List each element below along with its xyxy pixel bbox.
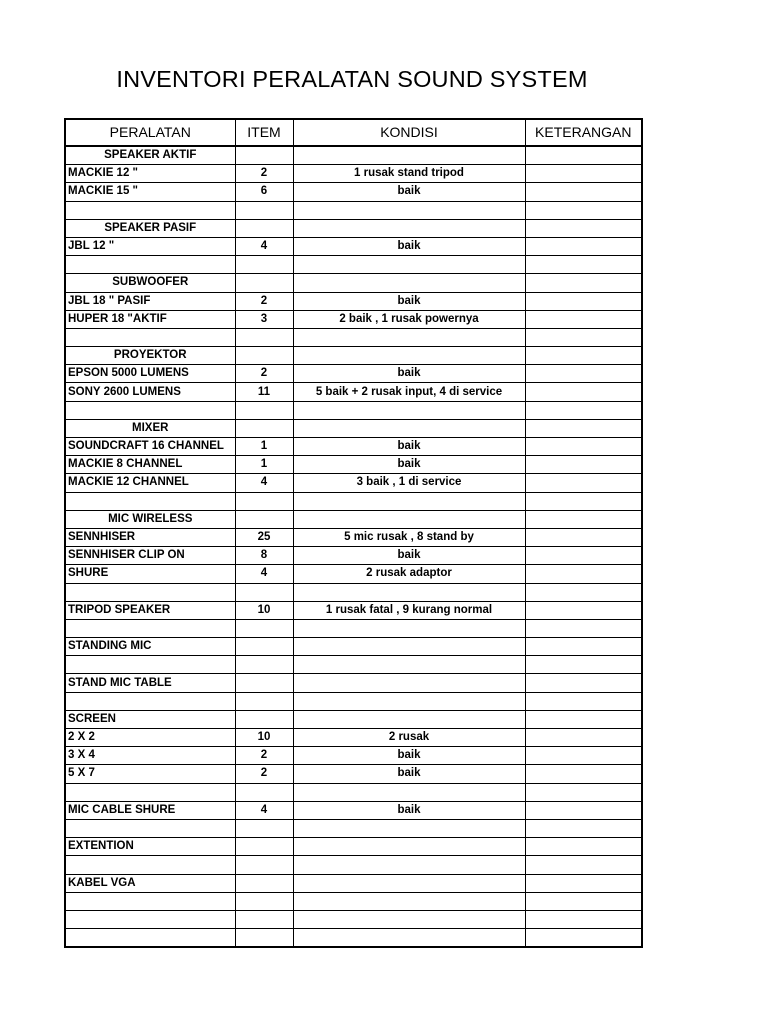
kondisi-cell: 3 baik , 1 di service (293, 474, 525, 492)
keterangan-cell (525, 492, 642, 510)
keterangan-cell (525, 401, 642, 419)
blank-row (65, 910, 642, 928)
table-row (65, 765, 642, 783)
kondisi-cell (293, 929, 525, 948)
keterangan-cell (525, 474, 642, 492)
peralatan-cell (65, 856, 235, 874)
keterangan-cell (525, 601, 642, 619)
keterangan-cell (525, 201, 642, 219)
table-row (65, 365, 642, 383)
category-row (65, 347, 642, 365)
table-row (65, 237, 642, 255)
item-cell: 10 (235, 729, 293, 747)
table-row (65, 474, 642, 492)
item-cell: 2 (235, 292, 293, 310)
header-item: ITEM (235, 119, 293, 146)
item-cell (235, 656, 293, 674)
item-cell (235, 856, 293, 874)
kondisi-cell (293, 347, 525, 365)
peralatan-cell: MIC CABLE SHURE (65, 801, 235, 819)
peralatan-cell: MIXER (65, 419, 235, 437)
kondisi-cell: 2 rusak (293, 729, 525, 747)
kondisi-cell: baik (293, 438, 525, 456)
item-cell (235, 219, 293, 237)
kondisi-cell (293, 401, 525, 419)
keterangan-cell (525, 892, 642, 910)
keterangan-cell (525, 146, 642, 165)
kondisi-cell (293, 874, 525, 892)
kondisi-cell (293, 892, 525, 910)
category-row (65, 510, 642, 528)
keterangan-cell (525, 765, 642, 783)
table-row (65, 383, 642, 401)
keterangan-cell (525, 783, 642, 801)
peralatan-cell: HUPER 18 "AKTIF (65, 310, 235, 328)
kondisi-cell (293, 656, 525, 674)
table-row (65, 729, 642, 747)
table-row (65, 547, 642, 565)
item-cell (235, 929, 293, 948)
category-row (65, 146, 642, 165)
peralatan-cell (65, 910, 235, 928)
peralatan-cell: MACKIE 12 CHANNEL (65, 474, 235, 492)
table-row (65, 528, 642, 546)
header-row (65, 119, 642, 146)
keterangan-cell (525, 874, 642, 892)
blank-row (65, 583, 642, 601)
kondisi-cell: 1 rusak fatal , 9 kurang normal (293, 601, 525, 619)
keterangan-cell (525, 638, 642, 656)
kondisi-cell (293, 838, 525, 856)
kondisi-cell (293, 638, 525, 656)
keterangan-cell (525, 274, 642, 292)
item-cell: 3 (235, 310, 293, 328)
kondisi-cell: baik (293, 365, 525, 383)
keterangan-cell (525, 328, 642, 346)
keterangan-cell (525, 165, 642, 183)
peralatan-cell (65, 619, 235, 637)
kondisi-cell: 1 rusak stand tripod (293, 165, 525, 183)
item-cell: 25 (235, 528, 293, 546)
table-row (65, 674, 642, 692)
inventory-body (65, 146, 642, 947)
peralatan-cell: 2 X 2 (65, 729, 235, 747)
table-row (65, 310, 642, 328)
peralatan-cell: JBL 12 " (65, 237, 235, 255)
item-cell: 4 (235, 474, 293, 492)
peralatan-cell: EXTENTION (65, 838, 235, 856)
kondisi-cell: baik (293, 801, 525, 819)
blank-row (65, 256, 642, 274)
keterangan-cell (525, 310, 642, 328)
item-cell (235, 874, 293, 892)
table-row (65, 638, 642, 656)
peralatan-cell: MACKIE 8 CHANNEL (65, 456, 235, 474)
table-row (65, 565, 642, 583)
blank-row (65, 929, 642, 948)
kondisi-cell (293, 510, 525, 528)
keterangan-cell (525, 656, 642, 674)
inventory-table (64, 118, 643, 948)
kondisi-cell (293, 583, 525, 601)
kondisi-cell (293, 274, 525, 292)
item-cell (235, 638, 293, 656)
item-cell (235, 201, 293, 219)
blank-row (65, 692, 642, 710)
blank-row (65, 856, 642, 874)
item-cell (235, 910, 293, 928)
peralatan-cell: KABEL VGA (65, 874, 235, 892)
keterangan-cell (525, 510, 642, 528)
kondisi-cell (293, 692, 525, 710)
kondisi-cell: baik (293, 237, 525, 255)
keterangan-cell (525, 929, 642, 948)
table-row (65, 292, 642, 310)
kondisi-cell: baik (293, 747, 525, 765)
kondisi-cell (293, 201, 525, 219)
item-cell (235, 892, 293, 910)
table-row (65, 838, 642, 856)
peralatan-cell (65, 929, 235, 948)
kondisi-cell: 5 mic rusak , 8 stand by (293, 528, 525, 546)
keterangan-cell (525, 237, 642, 255)
peralatan-cell: TRIPOD SPEAKER (65, 601, 235, 619)
item-cell (235, 347, 293, 365)
kondisi-cell: baik (293, 765, 525, 783)
kondisi-cell (293, 674, 525, 692)
table-row (65, 801, 642, 819)
item-cell (235, 583, 293, 601)
item-cell: 2 (235, 765, 293, 783)
header-peralatan: PERALATAN (65, 119, 235, 146)
peralatan-cell: SENNHISER (65, 528, 235, 546)
kondisi-cell: baik (293, 292, 525, 310)
header-keterangan: KETERANGAN (525, 119, 642, 146)
keterangan-cell (525, 819, 642, 837)
kondisi-cell: 2 rusak adaptor (293, 565, 525, 583)
item-cell (235, 328, 293, 346)
peralatan-cell: MACKIE 15 " (65, 183, 235, 201)
kondisi-cell (293, 219, 525, 237)
item-cell (235, 692, 293, 710)
kondisi-cell (293, 783, 525, 801)
keterangan-cell (525, 583, 642, 601)
keterangan-cell (525, 456, 642, 474)
kondisi-cell: baik (293, 183, 525, 201)
peralatan-cell: SENNHISER CLIP ON (65, 547, 235, 565)
kondisi-cell (293, 492, 525, 510)
peralatan-cell: STANDING MIC (65, 638, 235, 656)
keterangan-cell (525, 528, 642, 546)
table-row (65, 165, 642, 183)
kondisi-cell (293, 819, 525, 837)
kondisi-cell (293, 419, 525, 437)
keterangan-cell (525, 347, 642, 365)
table-row (65, 438, 642, 456)
peralatan-cell (65, 492, 235, 510)
category-row (65, 274, 642, 292)
peralatan-cell: SONY 2600 LUMENS (65, 383, 235, 401)
table-row (65, 874, 642, 892)
keterangan-cell (525, 365, 642, 383)
category-row (65, 419, 642, 437)
peralatan-cell: 3 X 4 (65, 747, 235, 765)
blank-row (65, 892, 642, 910)
peralatan-cell: SOUNDCRAFT 16 CHANNEL (65, 438, 235, 456)
kondisi-cell (293, 856, 525, 874)
kondisi-cell: 2 baik , 1 rusak powernya (293, 310, 525, 328)
keterangan-cell (525, 838, 642, 856)
kondisi-cell (293, 710, 525, 728)
peralatan-cell (65, 656, 235, 674)
peralatan-cell (65, 819, 235, 837)
item-cell (235, 492, 293, 510)
keterangan-cell (525, 256, 642, 274)
keterangan-cell (525, 747, 642, 765)
item-cell: 10 (235, 601, 293, 619)
category-row (65, 219, 642, 237)
peralatan-cell (65, 692, 235, 710)
item-cell (235, 783, 293, 801)
item-cell (235, 838, 293, 856)
item-cell (235, 146, 293, 165)
item-cell (235, 619, 293, 637)
item-cell: 8 (235, 547, 293, 565)
keterangan-cell (525, 565, 642, 583)
peralatan-cell: SPEAKER PASIF (65, 219, 235, 237)
peralatan-cell: SPEAKER AKTIF (65, 146, 235, 165)
kondisi-cell (293, 146, 525, 165)
blank-row (65, 783, 642, 801)
keterangan-cell (525, 910, 642, 928)
blank-row (65, 328, 642, 346)
item-cell (235, 819, 293, 837)
kondisi-cell: baik (293, 456, 525, 474)
keterangan-cell (525, 674, 642, 692)
peralatan-cell: JBL 18 " PASIF (65, 292, 235, 310)
blank-row (65, 819, 642, 837)
keterangan-cell (525, 383, 642, 401)
keterangan-cell (525, 619, 642, 637)
blank-row (65, 619, 642, 637)
table-row (65, 710, 642, 728)
item-cell: 6 (235, 183, 293, 201)
keterangan-cell (525, 547, 642, 565)
peralatan-cell: 5 X 7 (65, 765, 235, 783)
blank-row (65, 201, 642, 219)
item-cell: 2 (235, 165, 293, 183)
keterangan-cell (525, 183, 642, 201)
item-cell (235, 256, 293, 274)
item-cell: 1 (235, 438, 293, 456)
kondisi-cell (293, 328, 525, 346)
item-cell (235, 401, 293, 419)
item-cell: 4 (235, 801, 293, 819)
peralatan-cell (65, 583, 235, 601)
keterangan-cell (525, 438, 642, 456)
blank-row (65, 492, 642, 510)
peralatan-cell (65, 328, 235, 346)
peralatan-cell: SUBWOOFER (65, 274, 235, 292)
kondisi-cell (293, 619, 525, 637)
item-cell: 2 (235, 747, 293, 765)
keterangan-cell (525, 692, 642, 710)
kondisi-cell: 5 baik + 2 rusak input, 4 di service (293, 383, 525, 401)
keterangan-cell (525, 219, 642, 237)
peralatan-cell (65, 783, 235, 801)
keterangan-cell (525, 292, 642, 310)
kondisi-cell (293, 256, 525, 274)
table-row (65, 747, 642, 765)
keterangan-cell (525, 801, 642, 819)
keterangan-cell (525, 729, 642, 747)
item-cell (235, 274, 293, 292)
peralatan-cell (65, 401, 235, 419)
item-cell: 4 (235, 237, 293, 255)
peralatan-cell (65, 256, 235, 274)
table-row (65, 456, 642, 474)
item-cell (235, 710, 293, 728)
peralatan-cell: EPSON 5000 LUMENS (65, 365, 235, 383)
peralatan-cell (65, 892, 235, 910)
item-cell (235, 419, 293, 437)
peralatan-cell: SHURE (65, 565, 235, 583)
item-cell: 11 (235, 383, 293, 401)
item-cell (235, 674, 293, 692)
keterangan-cell (525, 856, 642, 874)
peralatan-cell: MACKIE 12 " (65, 165, 235, 183)
table-row (65, 601, 642, 619)
item-cell: 4 (235, 565, 293, 583)
peralatan-cell: MIC WIRELESS (65, 510, 235, 528)
blank-row (65, 401, 642, 419)
item-cell (235, 510, 293, 528)
item-cell: 1 (235, 456, 293, 474)
blank-row (65, 656, 642, 674)
header-kondisi: KONDISI (293, 119, 525, 146)
peralatan-cell: PROYEKTOR (65, 347, 235, 365)
keterangan-cell (525, 419, 642, 437)
kondisi-cell: baik (293, 547, 525, 565)
peralatan-cell (65, 201, 235, 219)
document-title: INVENTORI PERALATAN SOUND SYSTEM (116, 66, 588, 92)
peralatan-cell: SCREEN (65, 710, 235, 728)
table-row (65, 183, 642, 201)
peralatan-cell: STAND MIC TABLE (65, 674, 235, 692)
kondisi-cell (293, 910, 525, 928)
keterangan-cell (525, 710, 642, 728)
item-cell: 2 (235, 365, 293, 383)
